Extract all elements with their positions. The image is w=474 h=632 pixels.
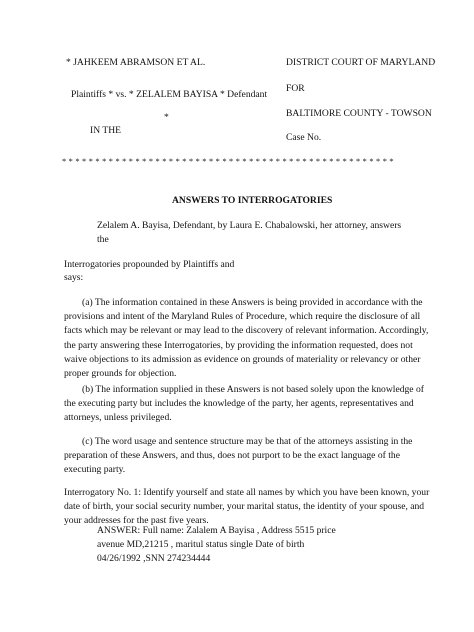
in-the-label: IN THE — [90, 125, 121, 136]
paragraph-b: (b) The information supplied in these Answers is not based solely upon the knowledge of the executing party but includes the knowledge of the party, her agents, representatives and attorneys, unless privileged. — [64, 384, 424, 424]
separator-line: * * * * * * * * * * * * * * * * * * * * * * * * * * * * * * * * * * * * * * * * * * * * * * * * * * — [62, 157, 394, 166]
court-name-line1: DISTRICT COURT OF MARYLAND — [286, 57, 436, 68]
paragraph-c: (c) The word usage and sentence structure may be that of the attorneys assisting in the preparation of these Answers, and thus, does not purport to be the exact language of the executing party. — [64, 436, 413, 476]
interrogatory-1: Interrogatory No. 1: Identify yourself and state all names by which you have been known, your date of birth, your social security number, your marital status, the identity of your spouse, and your addresses for the past five years. — [64, 487, 430, 527]
paragraph-a: (a) The information contained in these Answers is being provided in accordance with the provisions and intent of the Maryland Rules of Procedure, which require the disclosure of all facts which may be relevant or may lead to the discovery of relevant information. Accordingly, the party answering these Interrogatories, by providing the information requested, does not waive objections to its admission as evidence on grounds of materiality or relevancy or other proper grounds for objection. — [64, 297, 429, 380]
court-name-line3: BALTIMORE COUNTY - TOWSON — [286, 108, 432, 119]
caption-star: * — [164, 112, 169, 123]
court-name-line2: FOR — [286, 83, 305, 94]
plaintiff-caption: * JAHKEEM ABRAMSON ET AL. — [66, 57, 206, 68]
answer-1: ANSWER: Full name: Zalalem A Bayisa , Address 5515 price avenue MD,21215 , maritul status single Date of birth 04/26/1992 ,SNN 274234444 — [97, 525, 336, 565]
intro-line-2: the — [97, 234, 109, 245]
intro-line-1: Zelalem A. Bayisa, Defendant, by Laura E. Chabalowski, her attorney, answers — [97, 220, 402, 231]
document-heading: ANSWERS TO INTERROGATORIES — [172, 195, 333, 206]
versus-caption: Plaintiffs * vs. * ZELALEM BAYISA * Defendant — [71, 89, 268, 100]
case-number-label: Case No. — [286, 132, 322, 143]
intro-line-3: Interrogatories propounded by Plaintiffs and — [64, 259, 235, 270]
intro-line-4: says: — [64, 272, 84, 283]
